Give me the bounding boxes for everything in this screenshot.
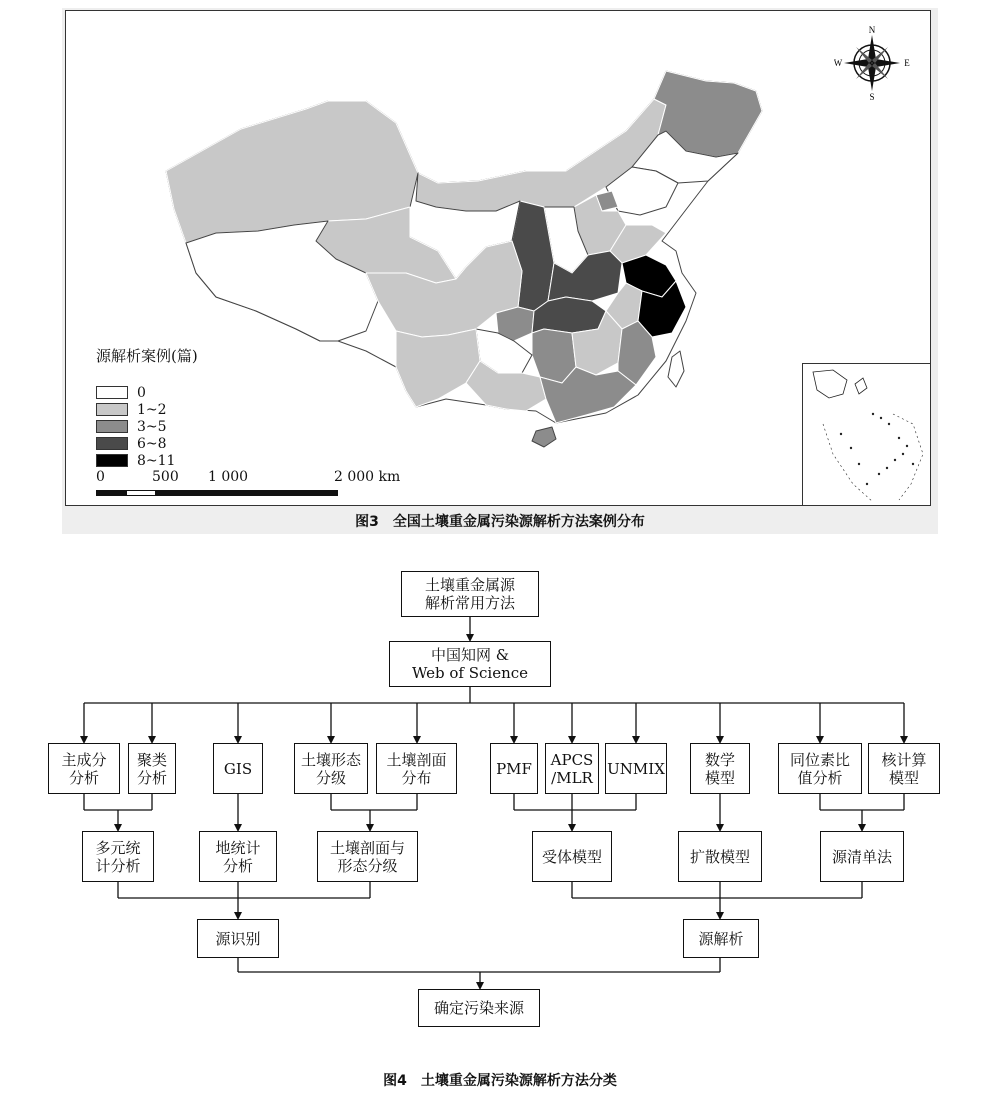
scale-label-2000: 2 000 km — [334, 469, 401, 485]
legend-row-3 — [96, 435, 198, 452]
node-root: 土壤重金属源 解析常用方法 — [401, 571, 539, 617]
figure-3 — [62, 8, 938, 534]
scale-label-500: 500 — [152, 469, 179, 485]
legend-swatch-3 — [96, 437, 128, 450]
legend-row-1 — [96, 401, 198, 418]
legend-swatch-1 — [96, 403, 128, 416]
compass-w: W — [834, 58, 843, 68]
node-soil-form: 土壤形态 分级 — [294, 743, 368, 794]
legend-label-4: 8~11 — [137, 452, 176, 469]
node-profile-form: 土壤剖面与 形态分级 — [317, 831, 418, 882]
node-final: 确定污染来源 — [418, 989, 540, 1027]
scale-label-1000: 1 000 — [208, 469, 249, 485]
legend-row-2 — [96, 418, 198, 435]
legend-swatch-4 — [96, 454, 128, 467]
scale-segment-2 — [126, 490, 156, 496]
legend-row-4 — [96, 452, 198, 469]
node-nuclear: 核计算 模型 — [868, 743, 940, 794]
legend-swatch-0 — [96, 386, 128, 399]
node-gis: GIS — [213, 743, 263, 794]
legend-title: 源解析案例(篇) — [96, 347, 198, 365]
node-math-model: 数学 模型 — [690, 743, 750, 794]
legend-label-2: 3~5 — [137, 418, 167, 435]
china-map — [65, 10, 931, 506]
south-china-sea-inset — [802, 363, 931, 506]
node-databases: 中国知网 & Web of Science — [389, 641, 551, 687]
scale-label-0: 0 — [96, 469, 105, 485]
node-geostatistics: 地统计 分析 — [199, 831, 277, 882]
legend-label-3: 6~8 — [137, 435, 167, 452]
node-multivariate: 多元统 计分析 — [82, 831, 154, 882]
compass-rose-icon — [834, 25, 910, 101]
compass-e: E — [904, 58, 910, 68]
compass-n: N — [868, 25, 876, 35]
compass-s: S — [869, 92, 875, 101]
scale-segment-3 — [156, 490, 216, 496]
node-cluster: 聚类 分析 — [128, 743, 176, 794]
node-pca: 主成分 分析 — [48, 743, 120, 794]
figure-4 — [0, 540, 1000, 1093]
node-pmf: PMF — [490, 743, 538, 794]
scale-segment-4 — [216, 490, 338, 496]
figure-4-caption: 图4 土壤重金属污染源解析方法分类 — [383, 1073, 617, 1089]
map-legend — [96, 345, 198, 469]
node-unmix: UNMIX — [605, 743, 667, 794]
node-soil-profile: 土壤剖面 分布 — [376, 743, 457, 794]
node-apcs-mlr: APCS /MLR — [545, 743, 599, 794]
province-hainan — [532, 427, 556, 447]
node-receptor-model: 受体模型 — [532, 831, 612, 882]
scale-bar — [96, 469, 406, 501]
inset-map — [803, 364, 931, 506]
province-taiwan — [668, 351, 684, 387]
node-isotope: 同位素比 值分析 — [778, 743, 862, 794]
legend-label-1: 1~2 — [137, 401, 167, 418]
scale-segment-1 — [96, 490, 126, 496]
node-source-apportionment: 源解析 — [683, 919, 759, 958]
node-source-inventory: 源清单法 — [820, 831, 904, 882]
node-diffusion-model: 扩散模型 — [678, 831, 762, 882]
legend-row-0 — [96, 384, 198, 401]
node-source-identification: 源识别 — [197, 919, 279, 958]
figure-3-caption: 图3 全国土壤重金属污染源解析方法案例分布 — [355, 514, 645, 530]
legend-swatch-2 — [96, 420, 128, 433]
legend-label-0: 0 — [137, 384, 146, 401]
